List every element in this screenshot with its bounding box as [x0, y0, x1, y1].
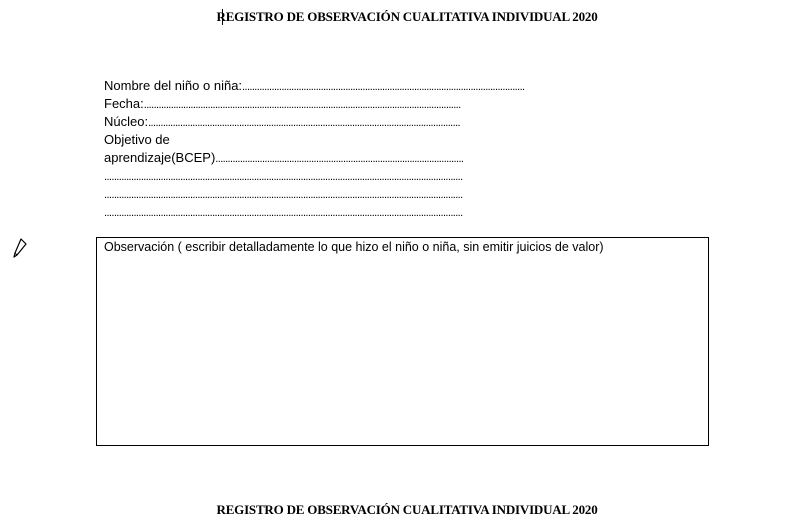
learning-objective-field[interactable] [104, 150, 640, 167]
objective-label: Objetivo de [104, 132, 170, 147]
nucleus-label: Núcleo: [104, 114, 149, 129]
child-name-dots: ................................................................................................................... [242, 81, 525, 93]
blank-line-dots: .................................................................................................................................................. [104, 189, 463, 201]
learning-objective-dots: ..................................................................................................... [215, 153, 464, 165]
blank-line-2[interactable] [104, 186, 700, 203]
observation-box[interactable] [96, 237, 709, 446]
child-name-label: Nombre del niño o niña: [104, 78, 243, 93]
blank-line-1[interactable] [104, 168, 700, 185]
nucleus-dots: ............................................................................................................................... [148, 117, 461, 129]
page-title: REGISTRO DE OBSERVACIÓN CUALITATIVA INDIVIDUAL 2020 [216, 9, 598, 24]
objective-label-line [104, 132, 304, 148]
nucleus-field[interactable] [104, 114, 700, 131]
date-field[interactable] [104, 96, 700, 113]
observation-label: Observación ( escribir detalladamente lo que hizo el niño o niña, sin emitir juicios de valor) [104, 240, 604, 254]
learning-objective-label: aprendizaje(BCEP) [104, 150, 216, 165]
blank-line-3[interactable] [104, 204, 700, 221]
child-name-field[interactable] [104, 78, 704, 95]
date-label: Fecha: [104, 96, 144, 111]
pen-icon [12, 238, 28, 258]
blank-line-dots: .................................................................................................................................................. [104, 171, 463, 183]
blank-line-dots: .................................................................................................................................................. [104, 207, 463, 219]
page-title-repeat: REGISTRO DE OBSERVACIÓN CUALITATIVA INDIVIDUAL 2020 [216, 502, 598, 517]
date-dots: ................................................................................................................................. [143, 99, 461, 111]
